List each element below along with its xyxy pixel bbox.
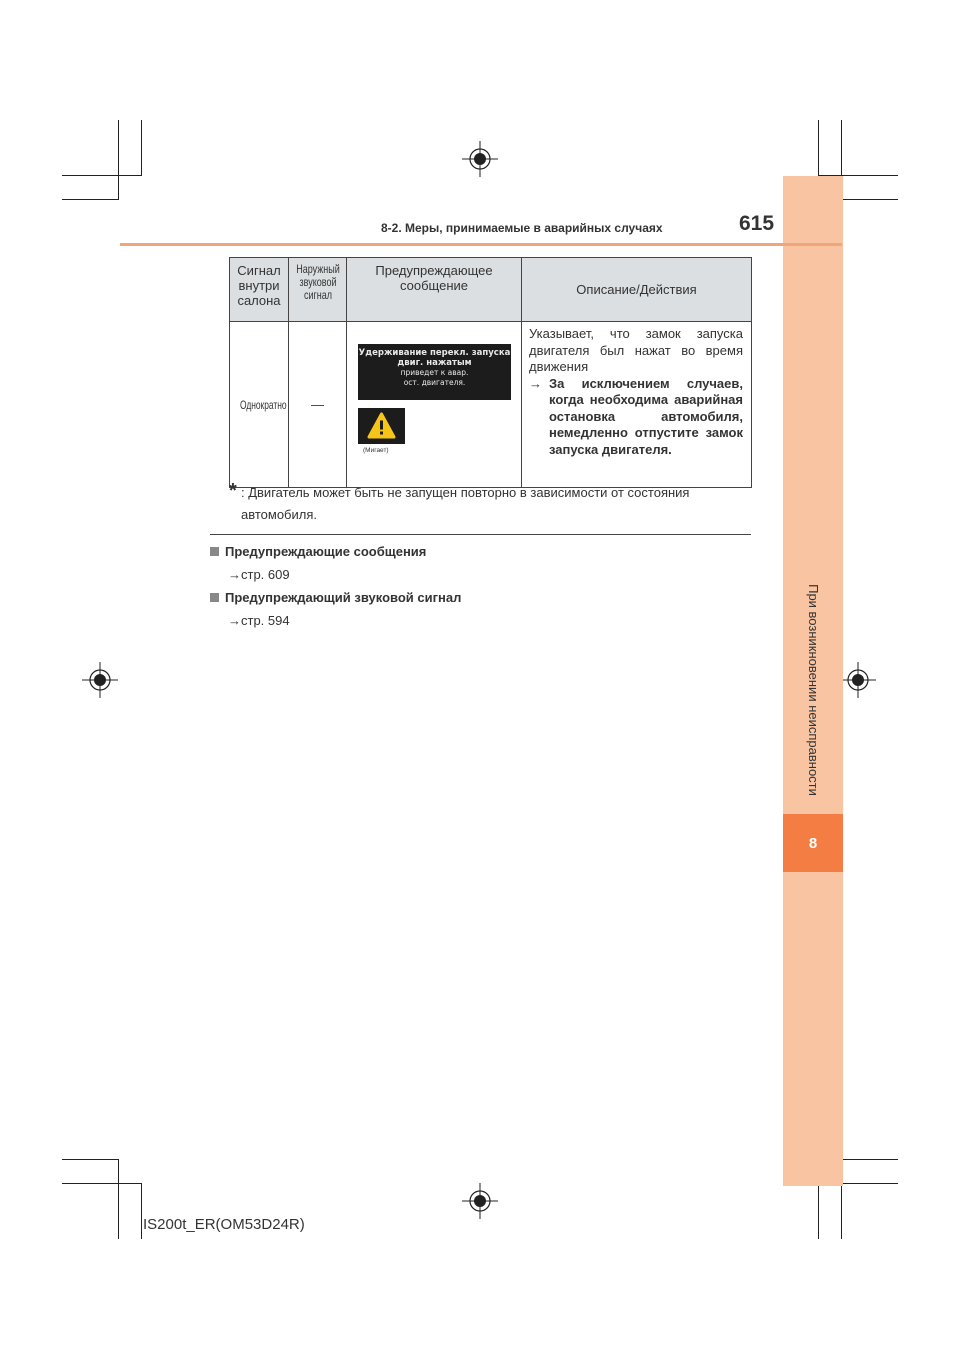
description-action-text: За исключением случаев, когда необходима аварийная остановка автомобиля, немедленно отпустите замок запуска двигателя. — [549, 375, 743, 457]
page-reference-text: стр. 594 — [241, 613, 290, 628]
cell-interior-signal — [230, 322, 289, 488]
description-action — [529, 376, 743, 459]
crop-mark — [141, 1183, 142, 1239]
section-heading — [210, 590, 461, 605]
crop-mark — [841, 1159, 898, 1160]
header-warning-message: Предупреждающее сообщение — [347, 258, 522, 322]
page-number: 615 — [739, 212, 775, 235]
page-reference[interactable] — [228, 613, 290, 628]
crop-mark — [62, 175, 142, 176]
arrow-icon: → — [228, 613, 241, 628]
header-interior-signal: Сигнал внутри салона — [230, 258, 289, 322]
page-reference-text: стр. 609 — [241, 567, 290, 582]
crop-mark — [118, 1159, 119, 1239]
screen-line-2: двиг. нажатым — [397, 357, 472, 368]
square-bullet-icon — [210, 547, 219, 556]
footnote-text-line-1: : Двигатель может быть не запущен повторно в зависимости от состояния — [241, 485, 690, 500]
table-header-row — [230, 258, 752, 322]
registration-mark-icon — [840, 662, 876, 698]
crop-mark — [62, 1183, 142, 1184]
section-heading-text: Предупреждающие сообщения — [225, 544, 427, 559]
chapter-title: При возникновении неисправности — [806, 584, 821, 796]
footnote — [229, 482, 749, 526]
screen-line-4: ост. двигателя. — [403, 377, 466, 387]
interior-signal-value: Однократно — [239, 398, 287, 412]
description-text: Указывает, что замок запуска двигателя был нажат во время движения — [529, 326, 743, 374]
crop-mark — [818, 120, 819, 176]
registration-mark-icon — [82, 662, 118, 698]
cell-warning-message — [347, 322, 522, 488]
crop-mark — [818, 1183, 819, 1239]
model-code: IS200t_ER(OM53D24R) — [143, 1216, 305, 1233]
crop-mark — [141, 120, 142, 176]
header-exterior-label: Наружный звуковой сигнал — [296, 262, 340, 302]
cell-description — [522, 322, 752, 488]
crop-mark — [118, 120, 119, 200]
screen-line-3: приведет к авар. — [400, 368, 469, 377]
section-heading — [210, 544, 426, 559]
section-heading-text: Предупреждающий звуковой сигнал — [225, 590, 462, 605]
arrow-icon: → — [228, 567, 241, 582]
chapter-number: 8 — [783, 814, 843, 872]
header-description: Описание/Действия — [522, 258, 752, 322]
footnote-text-line-2: автомобиля. — [241, 507, 318, 522]
section-divider — [210, 534, 751, 535]
screen-line-1: Удерживание перекл. запуска — [358, 348, 511, 358]
section-title: 8-2. Меры, принимаемые в аварийных случаях — [381, 221, 663, 235]
square-bullet-icon — [210, 593, 219, 602]
crop-mark — [62, 1159, 119, 1160]
cell-exterior-signal: — — [289, 322, 347, 488]
footnote-marker: * — [229, 480, 237, 502]
warning-indicator — [358, 408, 405, 444]
arrow-icon: → — [529, 375, 542, 391]
table-row — [230, 322, 752, 488]
registration-mark-icon — [462, 141, 498, 177]
warning-triangle-icon — [358, 408, 405, 444]
header-rule — [120, 243, 842, 246]
blink-label: (Мигает) — [363, 447, 389, 454]
page-reference[interactable] — [228, 567, 290, 582]
crop-mark — [841, 199, 898, 200]
crop-mark — [62, 199, 119, 200]
header-exterior-signal — [289, 258, 347, 322]
warning-table — [229, 257, 752, 488]
display-message-screen — [358, 344, 511, 400]
registration-mark-icon — [462, 1183, 498, 1219]
